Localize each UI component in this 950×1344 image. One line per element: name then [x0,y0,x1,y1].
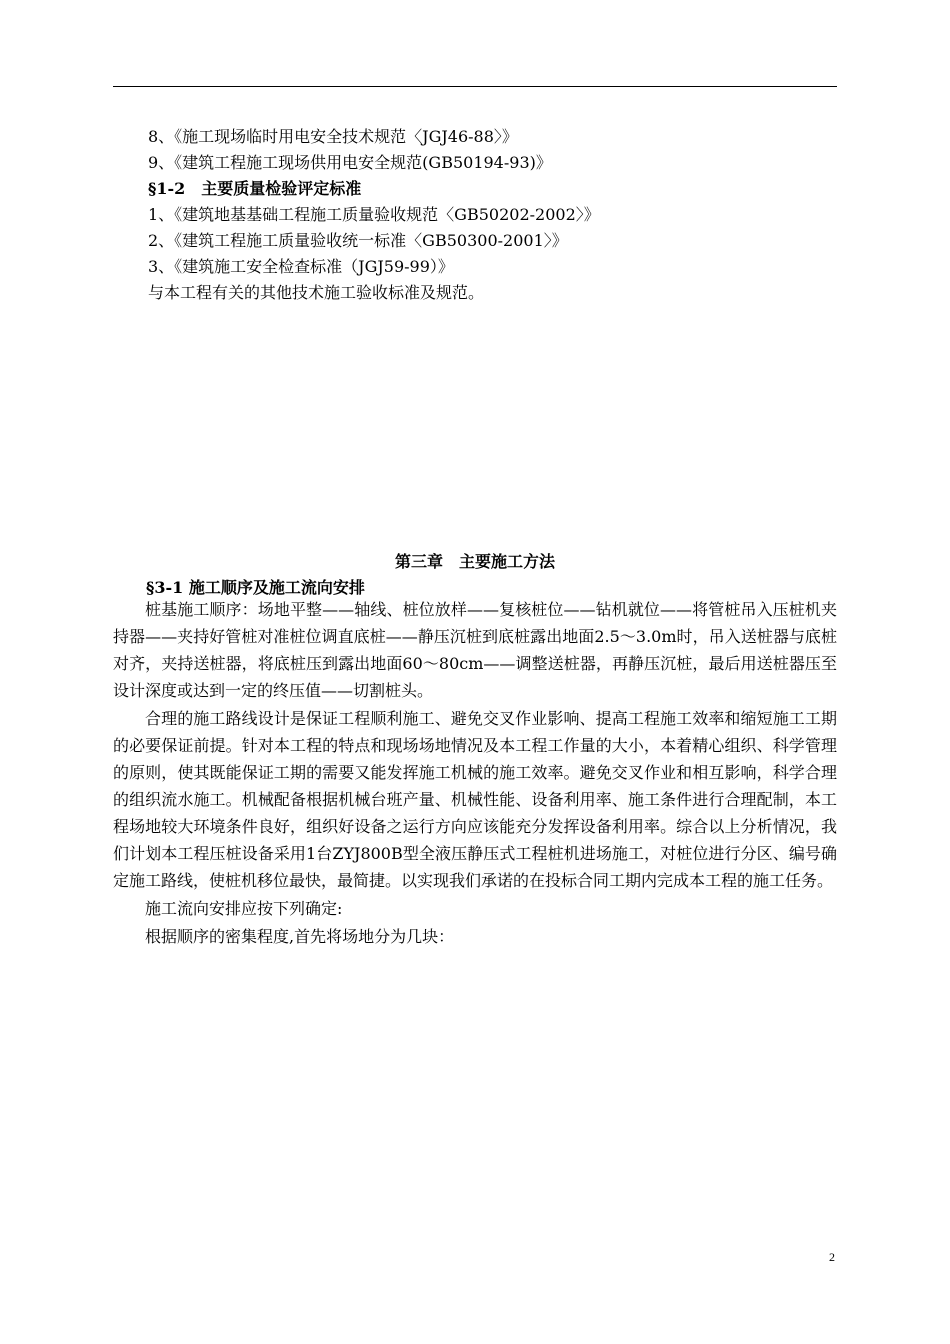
standard-item-9: 9、《建筑工程施工现场供用电安全规范(GB50194-93)》 [148,153,552,172]
section-3-1-title: §3-1 施工顺序及施工流向安排 [146,578,365,597]
paragraph-construction-sequence: 桩基施工顺序：场地平整——轴线、桩位放样——复核桩位——钻机就位——将管桩吊入压桩机夹持器——夹持好管桩对准桩位调直底桩——静压沉桩到底桩露出地面2.5～3.0m时，吊入送桩器与底桩对齐，夹持送桩器，将底桩压到露出地面60～80cm——调整送桩器，再静压沉桩，最后用送桩器压至设计深度或达到一定的终压值——切割桩头。 [113,600,837,700]
paragraph-flow-direction: 施工流向安排应按下列确定: [145,899,343,918]
quality-standard-item-3: 3、《建筑施工安全检查标准（JGJ59-99）》 [148,257,454,276]
paragraph-construction-route: 合理的施工路线设计是保证工程顺利施工、避免交叉作业影响、提高工程施工效率和缩短施工工期的必要保证前提。针对本工程的特点和现场场地情况及本工程工作量的大小，本着精心组织、科学管理的原则，使其既能保证工期的需要又能发挥施工机械的施工效率。避免交叉作业和相互影响，科学合理的组织流水施工。机械配备根据机械台班产量、机械性能、设备利用率、施工条件进行合理配制，本工程场地较大环境条件良好，组织好设备之运行方向应该能充分发挥设备利用率。综合以上分析情况，我们计划本工程压桩设备采用1台ZYJ800B型全液压静压式工程桩机进场施工，对桩位进行分区、编号确定施工路线，使桩机移位最快，最简捷。以实现我们承诺的在投标合同工期内完成本工程的施工任务。 [113,709,837,890]
quality-standard-item-2: 2、《建筑工程施工质量验收统一标准〈GB50300-2001〉》 [148,231,568,250]
page-number: 2 [829,1250,835,1264]
quality-standard-item-1: 1、《建筑地基基础工程施工质量验收规范〈GB50202-2002〉》 [148,205,600,224]
standard-item-8: 8、《施工现场临时用电安全技术规范〈JGJ46-88〉》 [148,127,518,146]
chapter-body [113,596,837,951]
chapter-title: 第三章 主要施工方法 [394,552,555,571]
standards-list-block [148,124,838,306]
paragraph-site-division: 根据顺序的密集程度,首先将场地分为几块： [145,927,455,946]
other-standards-note: 与本工程有关的其他技术施工验收标准及规范。 [148,283,485,302]
header-rule [113,86,837,87]
section-1-2-title: §1-2 主要质量检验评定标准 [148,179,362,198]
